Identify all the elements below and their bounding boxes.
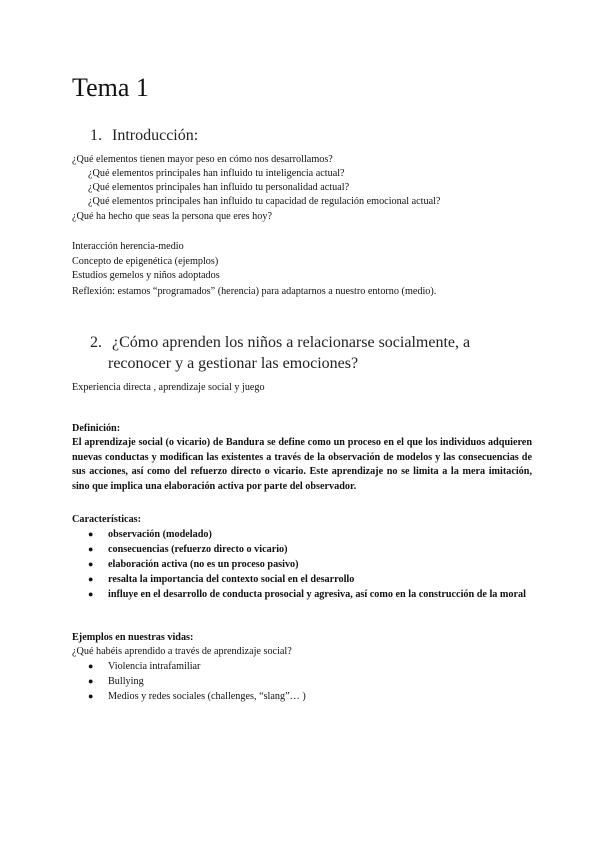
section-2-subtitle: Experiencia directa , aprendizaje social y juego	[72, 382, 265, 393]
sub-question: ¿Qué elementos principales han influido tu capacidad de regulación emocional actual?	[88, 196, 441, 207]
bullet-icon: ●	[88, 529, 94, 539]
characteristic-item: ● consecuencias (refuerzo directo o vicario)	[88, 544, 288, 555]
characteristic-item: ● influye en el desarrollo de conducta prosocial y agresiva, así como en la construcción de la moral	[88, 589, 526, 600]
note-line: Interacción herencia-medio	[72, 241, 184, 252]
sub-question: ¿Qué elementos principales han influido tu inteligencia actual?	[88, 168, 345, 179]
section-1-title: Introducción:	[112, 127, 199, 144]
page-title: Tema 1	[72, 73, 149, 102]
definition-label: Definición:	[72, 423, 121, 434]
example-item: ● Medios y redes sociales (challenges, “slang”… )	[88, 691, 306, 702]
definition-text: El aprendizaje social (o vicario) de Bandura se define como un proceso en el que los individuos adquieren nuevas conductas y modifican las existentes a través de la observación de modelos y las consecuencias de sus acciones, así como del refuerzo directo o vicario. Este aprendizaje no se limita a la mera imitación, sino que implica una elaboración activa por parte del observador.	[72, 437, 532, 492]
example-item: ● Bullying	[88, 676, 144, 687]
bullet-icon: ●	[88, 574, 94, 584]
bullet-icon: ●	[88, 544, 94, 554]
characteristics-label: Características:	[72, 514, 142, 525]
note-line: Estudios gemelos y niños adoptados	[72, 270, 220, 281]
characteristic-item: ● elaboración activa (no es un proceso pasivo)	[88, 559, 299, 570]
sub-question: ¿Qué elementos principales han influido tu personalidad actual?	[88, 182, 350, 193]
bullet-icon: ●	[88, 676, 94, 686]
note-line: Concepto de epigenética (ejemplos)	[72, 256, 219, 267]
section-2-title-line1: ¿Cómo aprenden los niños a relacionarse socialmente, a	[112, 334, 471, 351]
example-item: ● Violencia intrafamiliar	[88, 661, 201, 672]
question-main: ¿Qué elementos tienen mayor peso en cómo nos desarrollamos?	[72, 154, 333, 165]
section-2-title-line2: reconocer y a gestionar las emociones?	[108, 355, 359, 372]
note-line: Reflexión: estamos “programados” (herencia) para adaptarnos a nuestro entorno (medio).	[72, 286, 437, 297]
section-2-number: 2.	[90, 334, 102, 351]
examples-question: ¿Qué habéis aprendido a través de aprendizaje social?	[72, 646, 292, 657]
question-last: ¿Qué ha hecho que seas la persona que eres hoy?	[72, 211, 272, 222]
bullet-icon: ●	[88, 559, 94, 569]
bullet-icon: ●	[88, 661, 94, 671]
section-2-heading	[90, 332, 470, 354]
bullet-icon: ●	[88, 589, 94, 599]
bullet-icon: ●	[88, 691, 94, 701]
examples-label: Ejemplos en nuestras vidas:	[72, 632, 194, 643]
characteristic-item: ● observación (modelado)	[88, 529, 212, 540]
section-1-heading	[90, 125, 198, 147]
section-1-number: 1.	[90, 127, 102, 144]
characteristic-item: ● resalta la importancia del contexto social en el desarrollo	[88, 574, 355, 585]
